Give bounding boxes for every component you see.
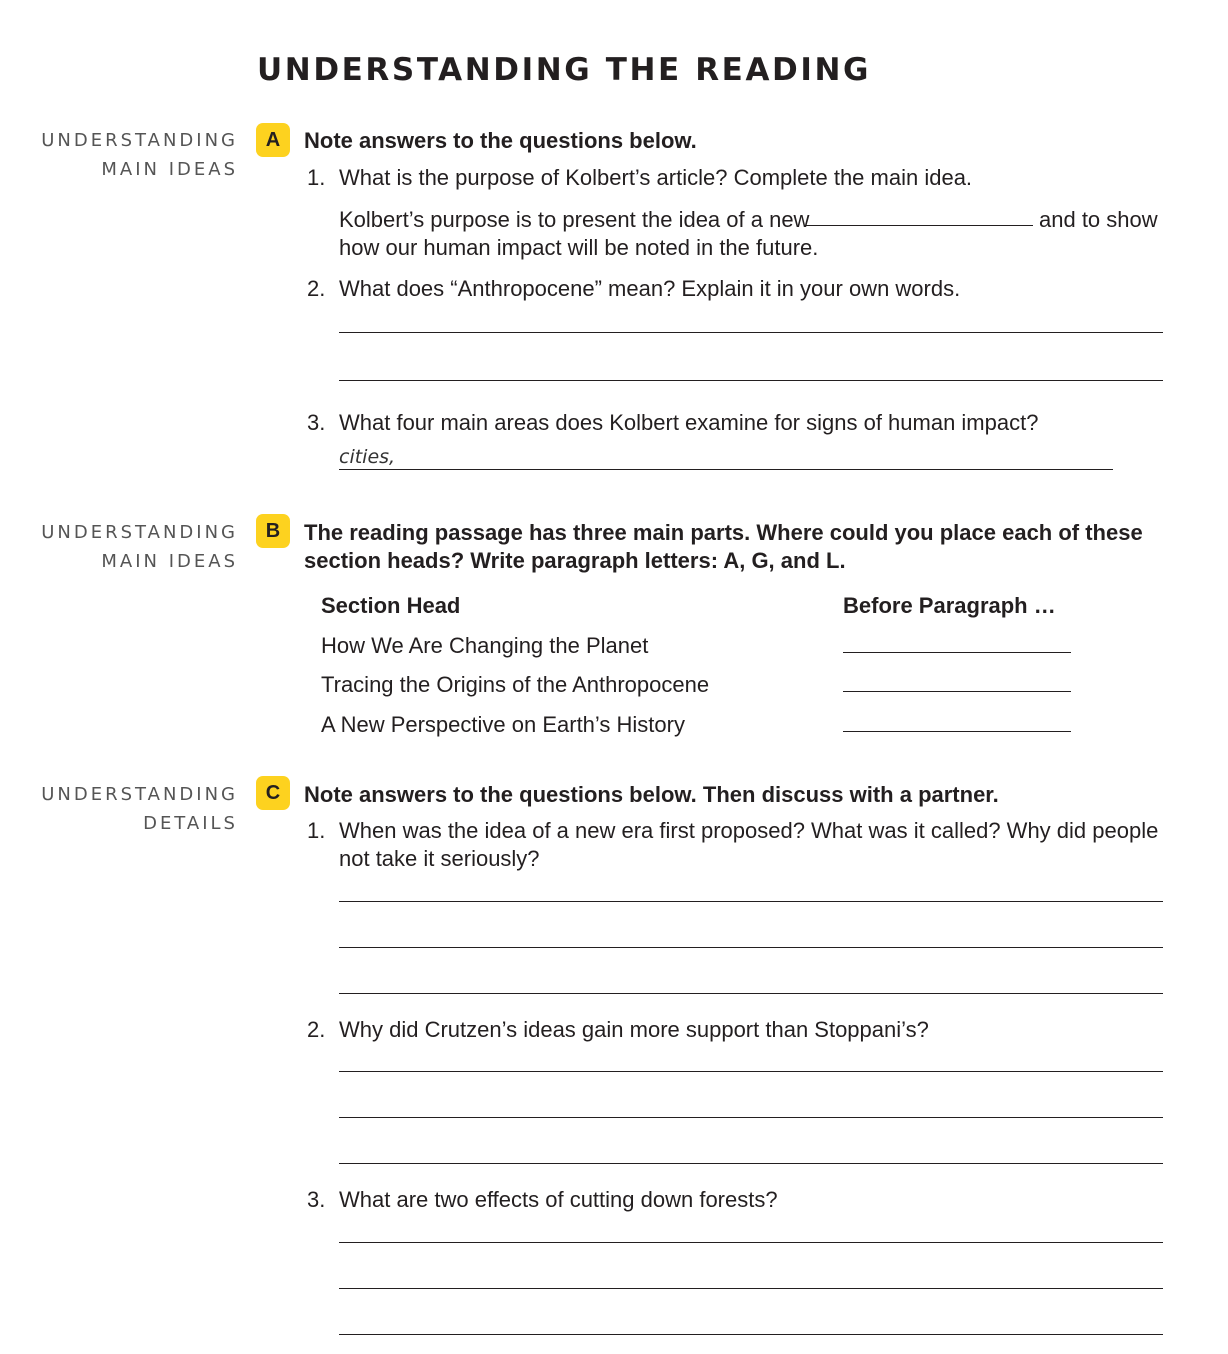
question-a1-fill-cont: how our human impact will be noted in the future. — [339, 235, 819, 260]
answer-line-c3-2[interactable] — [339, 1288, 1163, 1289]
paragraph-answer-blank[interactable] — [843, 652, 1071, 653]
answer-line-c1-3[interactable] — [339, 993, 1163, 994]
answer-line-a2-2[interactable] — [339, 380, 1163, 381]
section-a-side-label — [0, 126, 238, 184]
answer-line-a2-1[interactable] — [339, 332, 1163, 333]
question-number: 2. — [307, 276, 326, 301]
side-label-line: MAIN IDEAS — [101, 159, 238, 180]
question-a3 — [307, 409, 1167, 437]
question-number: 3. — [307, 1187, 326, 1212]
question-c3 — [307, 1186, 1167, 1214]
table-row-label: How We Are Changing the Planet — [321, 633, 649, 658]
question-a1-fill-start: Kolbert’s purpose is to present the idea of a new — [339, 207, 810, 232]
section-b-badge: B — [256, 514, 290, 548]
question-c2 — [307, 1016, 1167, 1044]
section-a-instruction: Note answers to the questions below. — [304, 128, 697, 153]
answer-blank-a1[interactable] — [805, 225, 1033, 226]
paragraph-answer-blank[interactable] — [843, 691, 1071, 692]
section-b-side-label — [0, 518, 238, 576]
section-a-badge: A — [256, 123, 290, 157]
side-label-line: UNDERSTANDING — [41, 130, 238, 151]
table-header-before-paragraph: Before Paragraph … — [843, 593, 1056, 618]
side-label-line: UNDERSTANDING — [41, 522, 238, 543]
question-number: 1. — [307, 818, 326, 843]
question-text: What is the purpose of Kolbert’s article? Complete the main idea. — [339, 165, 973, 190]
section-c-instruction: Note answers to the questions below. Then discuss with a partner. — [304, 782, 999, 807]
question-text: What four main areas does Kolbert examine for signs of human impact? — [339, 410, 1039, 435]
table-header-section-head: Section Head — [321, 593, 461, 618]
answer-line-c2-3[interactable] — [339, 1163, 1163, 1164]
table-row-label: Tracing the Origins of the Anthropocene — [321, 672, 710, 697]
question-a1-fill-end: and to show — [1039, 207, 1158, 232]
question-a1 — [307, 164, 1167, 192]
question-text-line1: When was the idea of a new era first proposed? What was it called? Why did people — [339, 818, 1159, 843]
section-b-instruction-line2: section heads? Write paragraph letters: A, G, and L. — [304, 548, 846, 573]
question-text: What does “Anthropocene” mean? Explain it in your own words. — [339, 276, 961, 301]
answer-line-a3[interactable] — [339, 469, 1113, 470]
question-text: What are two effects of cutting down forests? — [339, 1187, 778, 1212]
question-number: 1. — [307, 165, 326, 190]
answer-line-c1-2[interactable] — [339, 947, 1163, 948]
question-text-line2: not take it seriously? — [339, 846, 540, 871]
side-label-line: MAIN IDEAS — [101, 551, 238, 572]
answer-line-c2-2[interactable] — [339, 1117, 1163, 1118]
side-label-line: UNDERSTANDING — [41, 784, 238, 805]
side-label-line: DETAILS — [143, 813, 238, 834]
table-row-label: A New Perspective on Earth’s History — [321, 712, 685, 737]
answer-line-c2-1[interactable] — [339, 1071, 1163, 1072]
page-title: UNDERSTANDING THE READING — [257, 52, 872, 88]
answer-line-c1-1[interactable] — [339, 901, 1163, 902]
answer-line-c3-1[interactable] — [339, 1242, 1163, 1243]
answer-line-c3-3[interactable] — [339, 1334, 1163, 1335]
question-number: 3. — [307, 410, 326, 435]
paragraph-answer-blank[interactable] — [843, 731, 1071, 732]
section-c-badge: C — [256, 776, 290, 810]
question-number: 2. — [307, 1017, 326, 1042]
section-b-instruction-line1: The reading passage has three main parts. Where could you place each of these — [304, 520, 1143, 545]
question-c1 — [307, 817, 1167, 873]
question-text: Why did Crutzen’s ideas gain more support than Stoppani’s? — [339, 1017, 929, 1042]
question-a2 — [307, 275, 1167, 303]
section-c-side-label — [0, 780, 238, 838]
answer-a3-handwritten: cities, — [339, 446, 396, 468]
